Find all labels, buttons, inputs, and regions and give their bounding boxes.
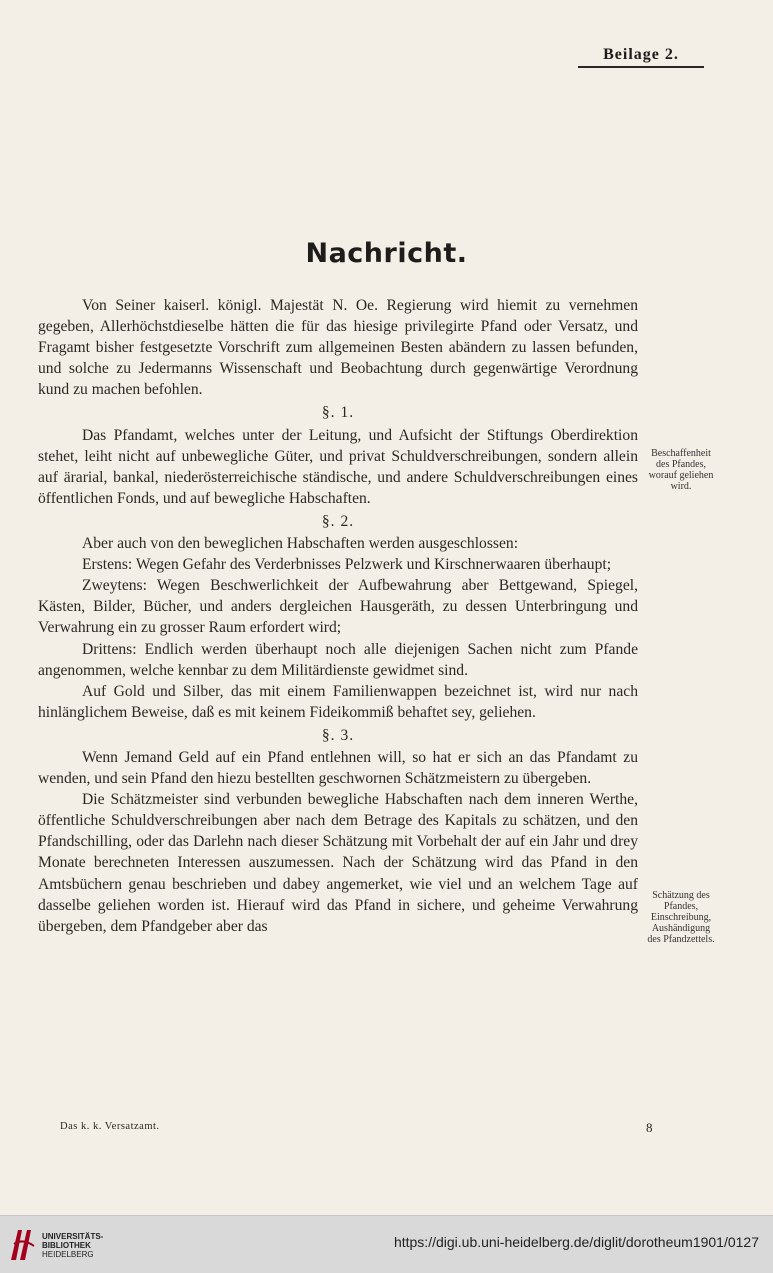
page-number: 8 (646, 1120, 653, 1135)
margin-note-section-1: Beschaffenheit des Pfandes, worauf geliehen wird. (648, 448, 714, 492)
section-3-paragraph-2: Die Schätzmeister sind verbunden bewegliche Habschaften nach dem inneren Werthe, öffentliche Schuldverschreibungen aber nach dem Betrage des Kapitals zu schätzen, und den Pfandschilling, oder das Darlehn nach dieser Schätzung mit Vorbehalt der auf ein Jahr und drey Monate berechneten Interessen auszumessen. Nach der Schätzung wird das Pfand in den Amtsbüchern genau beschrieben und dabey angemerket, wie viel und an welchem Tage auf dasselbe geliehen worden ist. Hierauf wird das Pfand in sichere, und geheime Verwahrung übergeben, dem Pfandgeber aber das (38, 791, 638, 935)
section-2-paragraph-1: Aber auch von den beweglichen Habschaften werden ausgeschlossen: (82, 535, 519, 553)
appendix-label: Beilage 2. (603, 46, 679, 63)
section-3-paragraph-1: Wenn Jemand Geld auf ein Pfand entlehnen will, so hat er sich an das Pfandamt zu wenden, und sein Pfand den hiezu bestellten geschwornen Schätzmeistern zu übergeben. (38, 748, 638, 788)
section-2-paragraph-2: Erstens: Wegen Gefahr des Verderbnisses Pelzwerk und Kirschnerwaaren überhaupt; (82, 556, 612, 574)
library-name (42, 1232, 103, 1259)
section-2-paragraph-3: Zweytens: Wegen Beschwerlichkeit der Aufbewahrung aber Bettgewand, Spiegel, Kästen, Bilder, Bücher, und anders dergleichen Hausgeräth, zu dessen Unterbringung und Verwahrung ein zu grosser Raum erfordert wird; (38, 577, 638, 637)
margin-note-section-3: Schätzung des Pfandes, Einschreibung, Aushändigung des Pfandzettels. (647, 890, 715, 945)
footer-signature: Das k. k. Versatzamt. (60, 1121, 160, 1132)
intro-paragraph: Von Seiner kaiserl. königl. Majestät N. Oe. Regierung wird hiemit zu vernehmen gegeben, Allerhöchstdieselbe hätten die für das hiesige privilegirte Pfand oder Versatz, und Fragamt bisher festgesetzte Vorschrift zum allgemeinen Besten abändern zu lassen befunden, und solche zu Jedermanns Wissenschaft und Beobachtung durch gegenwärtige Verordnung kund zu machen befohlen. (38, 297, 638, 399)
viewer-footer-bar (0, 1215, 773, 1273)
section-1-paragraph: Das Pfandamt, welches unter der Leitung, und Aufsicht der Stiftungs Oberdirektion stehet, leiht nicht auf unbewegliche Güter, und privat Schuldverschreibungen, sondern allein auf ärarial, bankal, niederösterreichische ständische, und andere Schuldverschreibungen eines öffentlichen Fonds, und auf bewegliche Habschaften. (38, 426, 638, 507)
appendix-underline (578, 66, 704, 68)
page-title: Nachricht. (305, 238, 468, 269)
library-name-line-1: UNIVERSITÄTS- (42, 1232, 104, 1241)
section-2-paragraph-4: Drittens: Endlich werden überhaupt noch alle diejenigen Sachen nicht zum Pfande angenommen, welche kennbar zu dem Militärdienste gewidmet sind. (38, 640, 638, 679)
permalink-url[interactable]: https://digi.ub.uni-heidelberg.de/diglit/dorotheum1901/0127 (393, 1234, 759, 1250)
library-name-line-2: BIBLIOTHEK (42, 1241, 91, 1250)
section-2-heading: §. 2. (321, 512, 355, 530)
university-logo-icon (8, 1224, 38, 1264)
section-1-heading: §. 1. (321, 404, 355, 422)
section-3-heading: §. 3. (321, 726, 355, 744)
library-name-line-3: HEIDELBERG (42, 1250, 94, 1259)
section-2-paragraph-5: Auf Gold und Silber, das mit einem Familienwappen bezeichnet ist, wird nur nach hinlänglichem Beweise, daß es mit keinem Fideikommiß behaftet sey, geliehen. (38, 682, 638, 721)
document-body (38, 295, 638, 937)
